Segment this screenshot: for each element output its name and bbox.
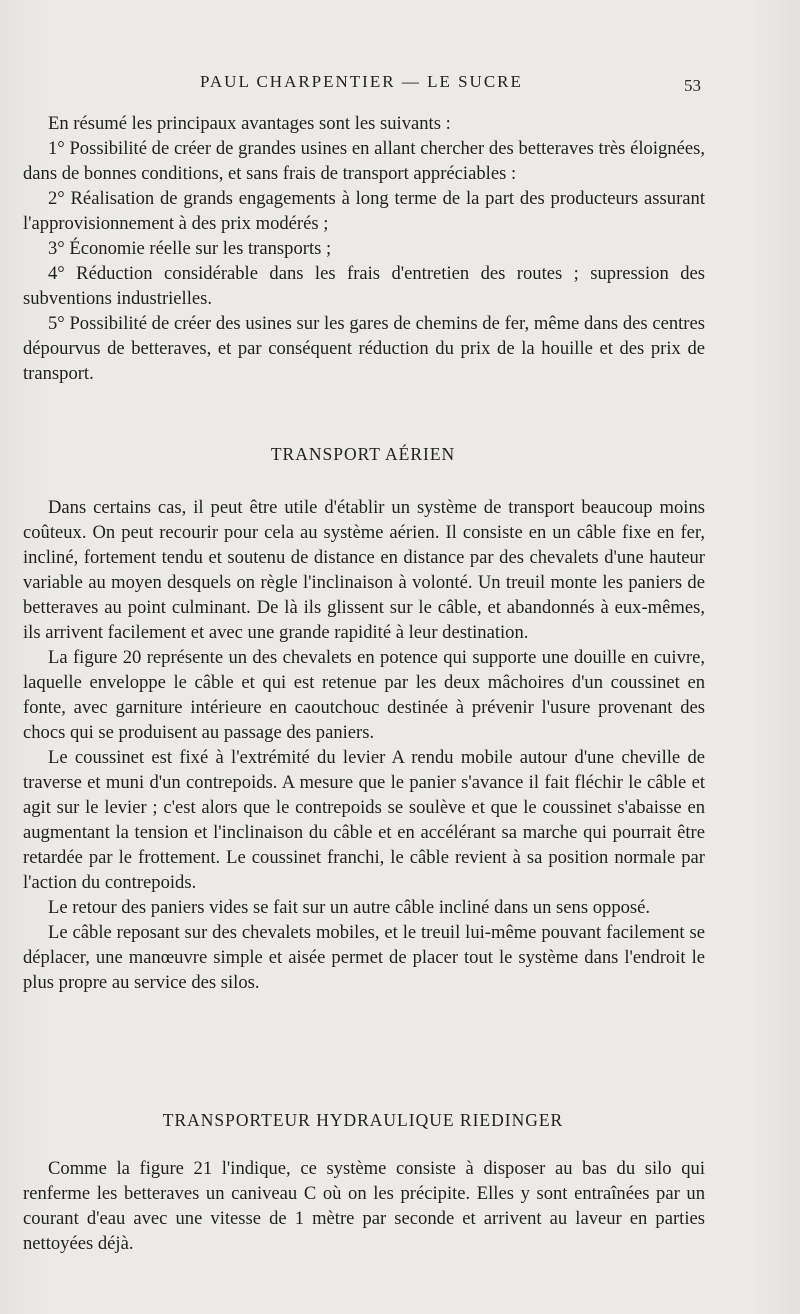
running-head: [0, 72, 800, 98]
paragraph: Le retour des paniers vides se fait sur un autre câble incliné dans un sens opposé.: [48, 897, 651, 918]
advantage-item-3: 3° Économie réelle sur les transports ;: [48, 238, 332, 259]
section-body-transport-aerien: [23, 495, 705, 995]
section-body-transporteur-hydraulique: [23, 1156, 705, 1256]
page-number: 53: [684, 76, 701, 95]
advantage-item-4: 4° Réduction considérable dans les frais d'entretien des routes ; supression des subventions industrielles.: [23, 263, 705, 309]
advantage-item-2: 2° Réalisation de grands engagements à long terme de la part des producteurs assurant l'approvisionnement à des prix modérés ;: [23, 188, 705, 234]
paragraph: Le câble reposant sur des chevalets mobiles, et le treuil lui-même pouvant facilement se déplacer, une manœuvre simple et aisée permet de placer tout le système dans l'endroit le plus propre au service des silos.: [23, 922, 705, 993]
summary-lead: En résumé les principaux avantages sont les suivants :: [48, 113, 451, 134]
advantage-item-5: 5° Possibilité de créer des usines sur les gares de chemins de fer, même dans des centres dépourvus de betteraves, et par conséquent réduction du prix de la houille et des prix de transport.: [23, 313, 705, 384]
paragraph: Dans certains cas, il peut être utile d'établir un système de transport beaucoup moins coûteux. On peut recourir pour cela au système aérien. Il consiste en un câble fixe en fer, incliné, fortement tendu et soutenu de distance en distance par des chevalets d'une hauteur variable au moyen desquels on règle l'inclinaison à volonté. Un treuil monte les paniers de betteraves au point culminant. De là ils glissent sur le câble, et abandonnés à eux-mêmes, ils arrivent facilement et avec une grande rapidité à leur destination.: [23, 497, 705, 643]
advantage-item-1: 1° Possibilité de créer de grandes usines en allant chercher des betteraves très éloignées, dans de bonnes conditions, et sans frais de transport appréciables :: [23, 138, 705, 184]
paragraph: Le coussinet est fixé à l'extrémité du levier A rendu mobile autour d'une cheville de traverse et muni d'un contrepoids. A mesure que le panier s'avance il fait fléchir le câble et agit sur le levier ; c'est alors que le contrepoids se soulève et que le coussinet s'abaisse en augmentant la tension et l'inclinaison du câble et en accélérant sa marche qui pourrait être retardée par le frottement. Le coussinet franchi, le câble revient à sa position normale par l'action du contrepoids.: [23, 747, 705, 893]
paragraph: Comme la figure 21 l'indique, ce système consiste à disposer au bas du silo qui renferme les betteraves un caniveau C où on les précipite. Elles y sont entraînées par un courant d'eau avec une vitesse de 1 mètre par seconde et arrivent au laveur en parties nettoyées déjà.: [23, 1158, 705, 1254]
section-heading-transport-aerien: TRANSPORT AÉRIEN: [270, 444, 456, 464]
paragraph: La figure 20 représente un des chevalets en potence qui supporte une douille en cuivre, laquelle enveloppe le câble et qui est retenue par les deux mâchoires d'un coussinet en fonte, avec garniture intérieure en caoutchouc destinée à prévenir l'usure provenant des chocs qui se produisent au passage des paniers.: [23, 647, 705, 743]
section-heading-transporteur-hydraulique: TRANSPORTEUR HYDRAULIQUE RIEDINGER: [162, 1110, 564, 1130]
advantages-summary: [23, 111, 705, 386]
running-title: PAUL CHARPENTIER — LE SUCRE: [200, 72, 523, 91]
